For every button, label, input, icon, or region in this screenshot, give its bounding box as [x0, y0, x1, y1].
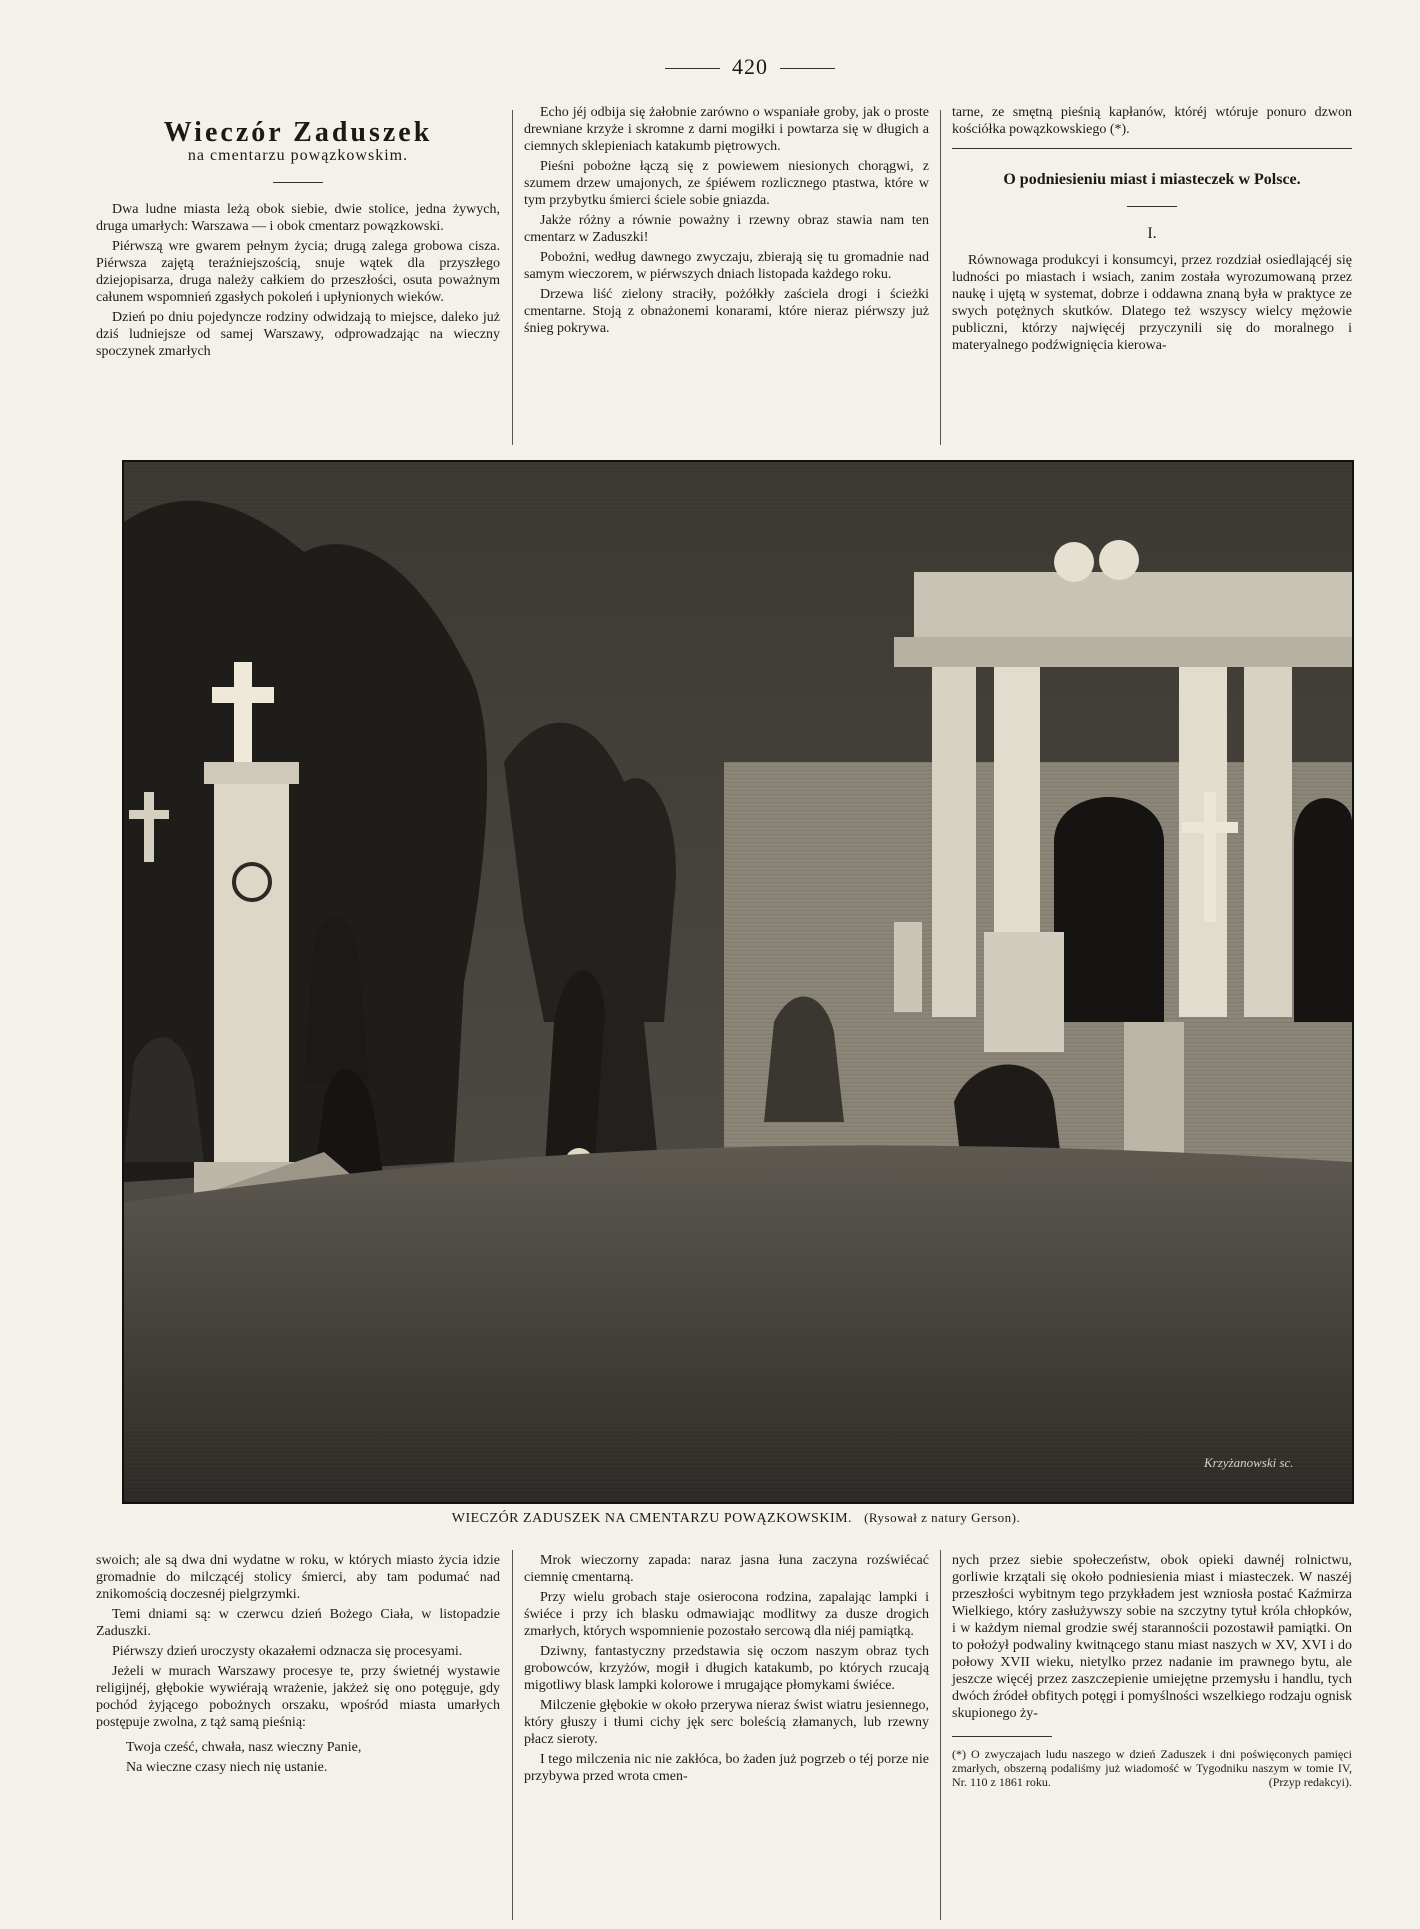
paragraph: Mrok wieczorny zapada: naraz jasna łuna zaczyna rozświécać ciemnię cmentarną. — [524, 1553, 929, 1585]
paragraph: swoich; ale są dwa dni wydatne w roku, w których miasto życia idzie gromadnie do milczącéj stolicy śmierci, aby tam podumać nad znikomością doczesnéj pielgrzymki. — [96, 1553, 500, 1602]
section-number: I. — [1147, 225, 1157, 242]
paragraph-text: Jakże różny a równie poważny i rzewny obraz stawia nam ten cmentarz w Zaduszki! — [524, 213, 929, 245]
article-column-3 — [952, 104, 1352, 357]
article-title: Wieczór Zaduszek — [163, 117, 433, 148]
cemetery-engraving — [124, 462, 1352, 1502]
column-rule — [512, 110, 513, 445]
paragraph: I tego milczenia nic nie zakłóca, bo żaden już pogrzeb o téj porze nie przybywa przed wrota cmen- — [524, 1752, 929, 1784]
paragraph: Dwa ludne miasta leżą obok siebie, dwie stolice, jedna żywych, druga umarłych: Warszawa — i obok cmentarz powązkowski. — [96, 202, 500, 234]
illustration-caption — [122, 1510, 1350, 1527]
page-number: 420 — [650, 54, 850, 80]
engraver-signature: Krzyżanowski sc. — [1204, 1455, 1294, 1470]
paragraph: Jeżeli w murach Warszawy procesye te, przy świetnéj wystawie religijnéj, głębokie wywiérają wrażenie, jakżeż się ono potęguje, gdy pochód żyjącego pobożnych orszaku, wpośród miasta umarłych postępuje zwolna, z tąż samą pieśnią: — [96, 1664, 500, 1730]
column-rule — [512, 1550, 513, 1920]
caption-title: WIECZÓR ZADUSZEK NA CMENTARZU POWĄZKOWSKIM. — [451, 1511, 853, 1526]
paragraph: Echo jéj odbija się żałobnie zarówno o wspaniałe groby, jak o proste drewniane krzyże i skromne z darni mogiłki i powtarza się w długich a ciemnych sklepieniach katakumb piętrowych. — [524, 105, 929, 154]
engraving-illustration — [122, 460, 1354, 1504]
article-column-1 — [96, 118, 500, 363]
paragraph: Temi dniami są: w czerwcu dzień Bożego Ciała, w listopadzie Zaduszki. — [96, 1607, 500, 1639]
article-column-2 — [524, 104, 929, 340]
divider — [952, 1736, 1052, 1737]
paragraph: tarne, ze smętną pieśnią kapłanów, któréj wtóruje ponuro dzwon kościółka powązkowskiego (*). — [952, 105, 1352, 137]
paragraph: Dzień po dniu pojedyncze rodziny odwidzają to miejsce, daleko już dziś ludniejsze od samej Warszawy, odprowadzając na wieczny spoczynek zmarłych — [96, 310, 500, 359]
paragraph — [524, 212, 929, 246]
footnote-credit: (Przyp redakcyi). — [1268, 1775, 1352, 1789]
footnote-text: (*) O zwyczajach ludu naszego w dzień Zaduszek i dni poświęconych pamięci zmarłych, obszerną podaliśmy już wiadomość w Tygodniku naszym w tomie IV, Nr. 110 z 1861 roku. — [952, 1747, 1352, 1789]
column-rule — [940, 1550, 941, 1920]
article-column-5 — [524, 1552, 929, 1788]
paragraph: Drzewa liść zielony straciły, pożółkły zaściela drogi i ścieżki cmentarne. Stoją z obnażonemi konarami, które nieraz piérwszy już śnieg pokrywa. — [524, 287, 929, 336]
paragraph: Piérwszą wre gwarem pełnym życia; drugą zalega grobowa cisza. Piérwsza zajętą teraźniejszością, snuje wątek dla przyszłego dziejopisarza, druga należy całkiem do przeszłości, osuta poważnym całunem wspomnień zgasłych pokoleń i upłynionych wieków. — [96, 239, 500, 305]
footnote — [952, 1747, 1352, 1789]
article-column-6 — [952, 1552, 1352, 1789]
column-rule — [940, 110, 941, 445]
paragraph: Pieśni pobożne łączą się z powiewem niesionych chorągwi, z szumem drzew umajonych, ze śpiéwem rozlicznego ptastwa, które w tym przybytku śmierci ściele sobie gniazda. — [524, 159, 929, 208]
divider — [273, 182, 323, 183]
article-column-4 — [96, 1552, 500, 1779]
verse-line: Na wieczne czasy niech nię ustanie. — [126, 1760, 328, 1775]
paragraph: Pobożni, według dawnego zwyczaju, zbierają się tu gromadnie nad samym wieczorem, w piérwszych dniach listopada każdego roku. — [524, 250, 929, 282]
caption-credit: (Rysował z natury Gerson). — [864, 1510, 1021, 1525]
section-title: O podniesieniu miast i miasteczek w Polsce. — [1003, 171, 1301, 188]
paragraph: Równowaga produkcyi i konsumcyi, przez rozdział osiedlającéj się ludności po miastach i wsiach, zanim została wyrozumowaną przez naukę i ujętą w systemat, dobrze i oddawna znaną była w praktyce ze swych potężnych skutków. Dlatego też wszyscy wielcy mężowie publiczni, którzy najwięcéj przyczynili się do moralnego i materyalnego podźwignięcia kierowa- — [952, 253, 1352, 353]
article-subtitle: na cmentarzu powązkowskim. — [187, 147, 409, 164]
divider — [952, 148, 1352, 149]
paragraph: nych przez siebie społeczeństw, obok opieki dawnéj rolnictwu, gorliwie krzątali się około podniesienia miast i miasteczek. W naszéj przeszłości wybitnym tego przykładem jest wzniosła postać Kaźmirza Wielkiego, który zasłużywszy sobie na szczytny tytuł króla chłopków, i w każdym niemal grodzie swéj starannościi pozostawił pamiątki. On to położył podwaliny kwitnącego stanu miast naszych w XV, XVI i do połowy XVII wieku, nietylko przez nadanie im prawnego bytu, ale jeszcze więcéj przez zaszczepienie umiejętne przemysłu i handlu, tych dwóch źródeł obfitych potęgi i pomyślności wszelkiego rodzaju ognisk skupionego ży- — [952, 1553, 1352, 1721]
paragraph: Milczenie głębokie w około przerywa nieraz świst wiatru jesiennego, który głuszy i tłumi cichy jęk serc boleścią złamanych, lub rzewny płacz sieroty. — [524, 1698, 929, 1747]
divider — [1127, 206, 1177, 207]
verse-line: Twoja cześć, chwała, nasz wieczny Panie, — [126, 1740, 362, 1755]
paragraph: Piérwszy dzień uroczysty okazałemi odznacza się procesyami. — [112, 1644, 463, 1659]
paragraph: Przy wielu grobach staje osierocona rodzina, zapalając lampki i świéce i przy ich blasku odmawiając modlitwy za dusze drogich zmarłych, których wspomnienie pozostało sercową dla niéj pamiątką. — [524, 1590, 929, 1639]
paragraph: Dziwny, fantastyczny przedstawia się oczom naszym obraz tych grobowców, krzyżów, mogił i długich katakumb, po których rzucają migotliwy blask lampki kolorowe i mrugające płomykami świéce. — [524, 1644, 929, 1693]
